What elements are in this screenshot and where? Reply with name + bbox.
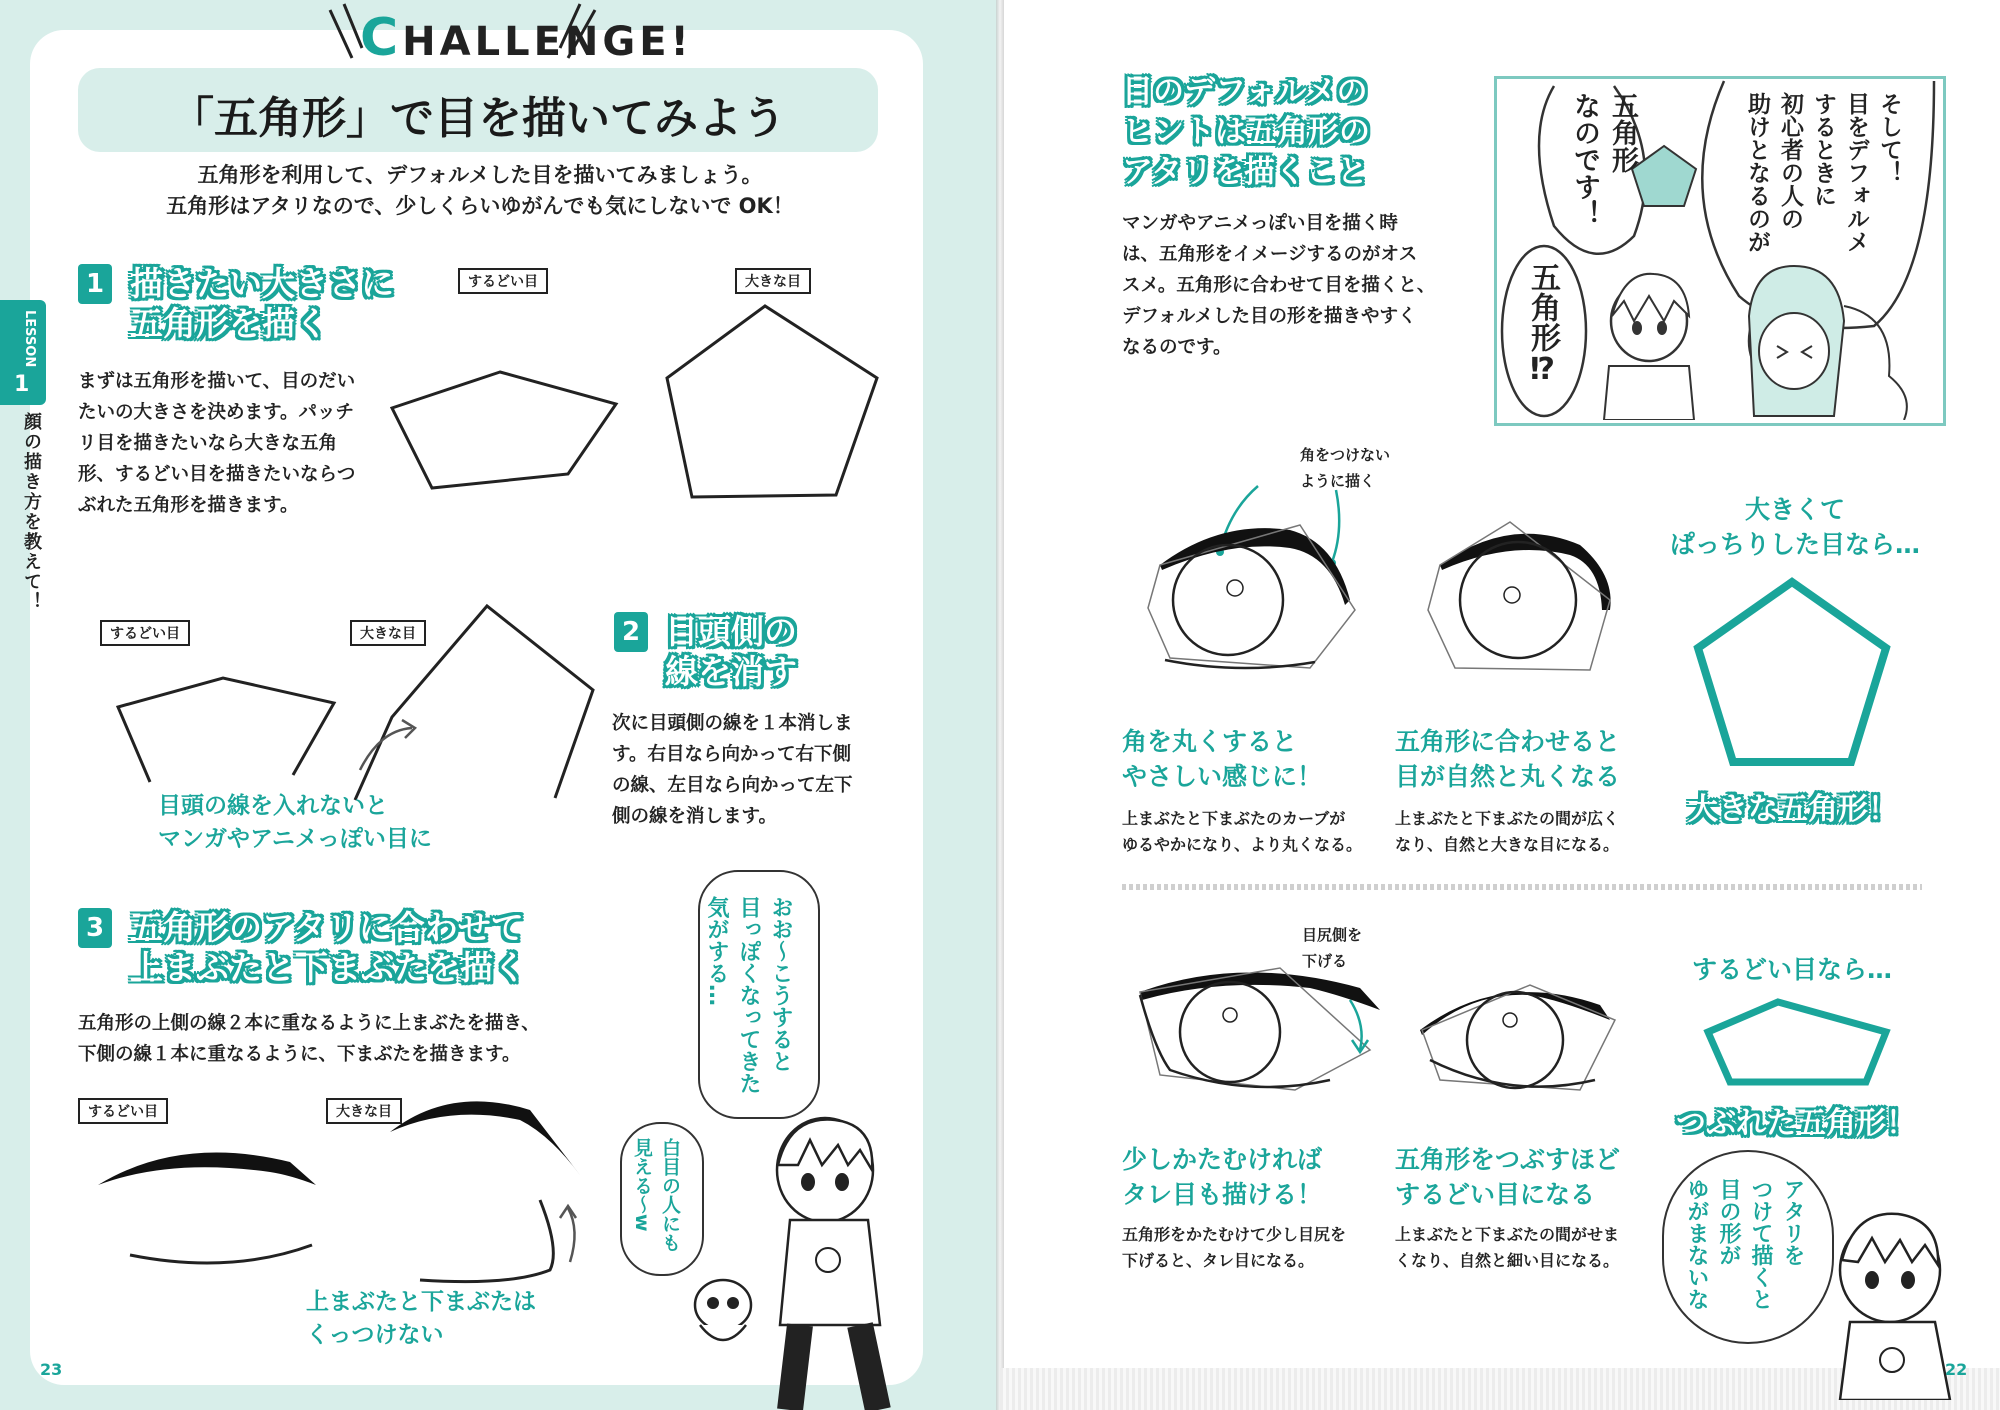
lesson-number: 1 bbox=[14, 372, 30, 397]
boy-character-left bbox=[760, 1110, 930, 1410]
eye1-title: 角を丸くすると やさしい感じに！ bbox=[1122, 727, 1323, 791]
right-heading: 目のデフォルメの ヒントは五角形の アタリを描くこと bbox=[1122, 74, 1370, 190]
intro-text: 五角形を利用して、デフォルメした目を描いてみましょう。 五角形はアタリなので、少しくらいゆがんでも気にしないで OK！ bbox=[166, 163, 794, 218]
big-pentagon-label: 大きな五角形！ bbox=[1688, 792, 1898, 827]
comic-speech-1: そして！ 目をデフォルメ するときに 初心者の人の 助けとなるのが bbox=[1744, 92, 1902, 253]
step1-number: 1 bbox=[78, 264, 112, 304]
flat-pentagon bbox=[1700, 996, 1900, 1096]
flat-pentagon-label: つぶれた五角形！ bbox=[1676, 1106, 1916, 1141]
step1-title: 描きたい大きさに 五角形を描く bbox=[130, 264, 394, 343]
eye-row-top bbox=[1140, 470, 1660, 730]
eye-row-bottom bbox=[1130, 940, 1670, 1140]
corner-note: 角をつけない ように描く bbox=[1300, 446, 1391, 490]
eye2-text: 上まぶたと下まぶたの間が広く なり、自然と大きな目になる。 bbox=[1395, 809, 1620, 854]
lesson-tab-label: LESSON bbox=[22, 310, 37, 368]
page-title: 「五角形」で目を描いてみよう bbox=[170, 93, 786, 144]
eye4-title: 五角形をつぶすほど するどい目になる bbox=[1395, 1145, 1621, 1209]
step2-text: 次に目頭側の線を１本消しま す。右目なら向かって右下側 の線、左目なら向かって左下 側の線を消します。 bbox=[612, 713, 853, 827]
step1-label-sharp: するどい目 bbox=[458, 268, 548, 294]
speech-bubble-large-text: おお〜こうすると 目っぽくなってきた 気がする… bbox=[704, 896, 793, 1094]
title-banner bbox=[78, 68, 878, 152]
step3-title: 五角形のアタリに合わせて 上まぶたと下まぶたを描く bbox=[130, 908, 526, 987]
mascot-small bbox=[688, 1275, 758, 1355]
step2-number: 2 bbox=[614, 612, 648, 652]
step1-label-big: 大きな目 bbox=[735, 268, 811, 294]
step2-label-big: 大きな目 bbox=[350, 620, 426, 646]
eye3-text: 五角形をかたむけて少し目尻を 下げると、タレ目になる。 bbox=[1122, 1225, 1347, 1270]
section-divider bbox=[1122, 884, 1922, 890]
step3-note: 上まぶたと下まぶたは くっつけない bbox=[306, 1289, 536, 1348]
step1-text: まずは五角形を描いて、目のだい たいの大きさを決めます。パッチ リ目を描きたいなら大きな五角 形、するどい目を描きたいならつ ぶれた五角形を描きます。 bbox=[78, 371, 356, 516]
big-pentagon bbox=[1690, 574, 1910, 774]
page-number-right: 22 bbox=[1945, 1360, 1968, 1379]
page-gutter bbox=[996, 0, 1004, 1410]
eye1-text: 上まぶたと下まぶたのカーブが ゆるやかになり、より丸くなる。 bbox=[1122, 809, 1363, 854]
page-number-left: 23 bbox=[40, 1360, 63, 1379]
sharp-eye-heading: するどい目なら… bbox=[1692, 955, 1893, 984]
side-chapter-title: 顔の描き方を教えて！ bbox=[21, 412, 42, 612]
step2-label-sharp: するどい目 bbox=[100, 620, 190, 646]
big-eye-heading: 大きくて ぱっちりした目なら… bbox=[1670, 495, 1921, 559]
speech-bubble-small-text: 白目の人にも 見える〜w bbox=[631, 1138, 681, 1252]
step3-label-sharp: するどい目 bbox=[78, 1098, 168, 1124]
outer-corner-note: 目尻側を 下げる bbox=[1302, 926, 1363, 970]
eye2-title: 五角形に合わせると 目が自然と丸くなる bbox=[1395, 727, 1621, 791]
step1-pentagons bbox=[390, 290, 910, 520]
eye3-title: 少しかたむければ タレ目も描ける！ bbox=[1122, 1145, 1323, 1209]
comic-speech-2: 五角形 なのです！ bbox=[1569, 92, 1638, 227]
step2-note: 目頭の線を入れないと マンガやアニメっぽい目に bbox=[158, 793, 432, 852]
challenge-heading: CHALLENGE! bbox=[360, 8, 693, 68]
step3-text: 五角形の上側の線２本に重なるように上まぶたを描き、 下側の線１本に重なるように、下まぶたを描きます。 bbox=[78, 1013, 540, 1065]
step2-open-pentagons bbox=[100, 600, 620, 820]
step3-number: 3 bbox=[78, 908, 112, 948]
speech-bubble-bottom-text: アタリを つけて描くと 目の形が ゆがまないな bbox=[1684, 1178, 1805, 1310]
right-intro-text: マンガやアニメっぽい目を描く時 は、五角形をイメージするのがオス スメ。五角形に合わせて目を描くと、 デフォルメした目の形を描きやすく なるのです。 bbox=[1122, 213, 1436, 358]
step3-eyelids bbox=[90, 1080, 610, 1300]
eye4-text: 上まぶたと下まぶたの間がせま くなり、自然と細い目になる。 bbox=[1395, 1225, 1620, 1270]
comic-speech-3: 五角形⁉ bbox=[1525, 262, 1560, 387]
step2-title: 目頭側の 線を消す bbox=[665, 612, 797, 691]
step3-label-big: 大きな目 bbox=[326, 1098, 402, 1124]
